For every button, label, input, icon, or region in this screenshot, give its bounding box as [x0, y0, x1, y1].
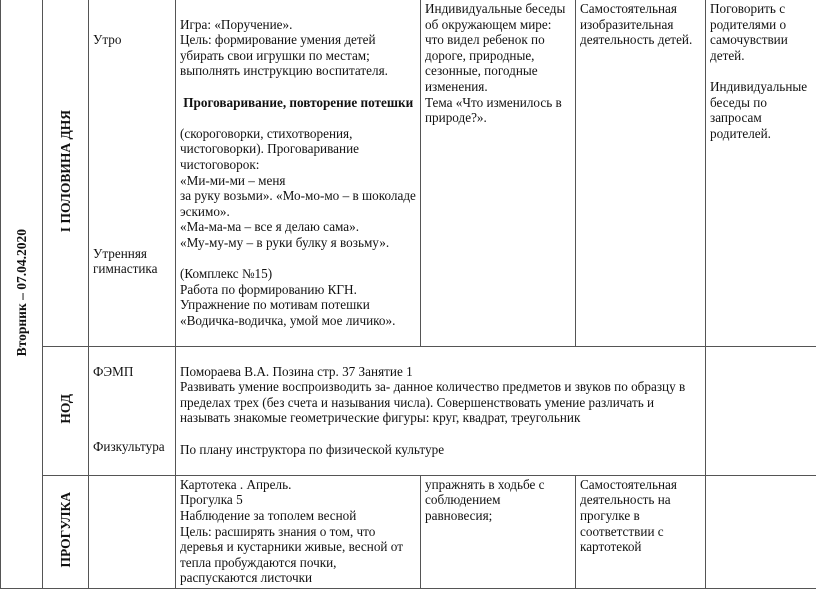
pe-label: Физкультура — [93, 439, 171, 455]
row-first-half — [1, 0, 816, 347]
row1-independent: Самостоятельная изобразительная деятельность детей. — [576, 0, 706, 347]
row3-main-content: Картотека . Апрель. Прогулка 5 Наблюдение за тополем весной Цель: расширять знания о том, что деревья и кустарники живые, весной от тепла пробуждаются почки, распускаются листочки — [176, 475, 421, 588]
day-label: Вторник – 07.04.2020 — [14, 229, 30, 356]
row1-main-content — [176, 0, 421, 347]
row2-content — [176, 347, 706, 476]
gym-label: Утренняя гимнастика — [93, 246, 171, 277]
section-walk-label: ПРОГУЛКА — [58, 492, 74, 567]
section-walk — [43, 475, 89, 588]
section-nod — [43, 347, 89, 476]
row3-individual: упражнять в ходьбе с соблюдением равновесия; — [421, 475, 576, 588]
pe-text: По плану инструктора по физической культуре — [180, 442, 701, 458]
femp-text: Помораева В.А. Позина стр. 37 Занятие 1 Развивать умение воспроизводить за- данное количество предметов и звуков по образцу в пределах трех (без счета и называния числа). Совершенствовать умение различать и называть знакомые геометрические фигуры: круг, квадрат, треугольник — [180, 364, 701, 426]
femp-label: ФЭМП — [93, 364, 171, 380]
section-first-half-label: I ПОЛОВИНА ДНЯ — [58, 110, 74, 232]
section-nod-label: НОД — [58, 394, 74, 424]
row2-activity-type — [89, 347, 176, 476]
row1-activity-type — [89, 0, 176, 347]
row3-independent: Самостоятельная деятельность на прогулке в соответствии с картотекой — [576, 475, 706, 588]
row3-activity-type — [89, 475, 176, 588]
section-first-half — [43, 0, 89, 347]
row1-individual: Индивидуальные беседы об окружающем мире: что видел ребенок по дороге, природные, сезонные, погодные изменения. Тема «Что изменилось в природе?». — [421, 0, 576, 347]
day-cell — [1, 0, 43, 588]
game-text: Игра: «Поручение». Цель: формирование умения детей убирать свои игрушки по местам; выполнять инструкцию воспитателя. — [180, 17, 416, 79]
row2-parents — [706, 347, 816, 476]
row3-parents — [706, 475, 816, 588]
row1-parents: Поговорить с родителями о самочувствии детей. Индивидуальные беседы по запросам родителей. — [706, 0, 816, 347]
row-walk — [1, 475, 816, 588]
morning-label: Утро — [93, 32, 171, 48]
pronunciation-text: (скороговорки, стихотворения, чистоговорки). Проговаривание чистоговорок: «Ми-ми-ми – меня за руку возьми». «Мо-мо-мо – в шоколаде эскимо». «Ма-ма-ма – все я делаю сама». «Му-му-му – в руки булку я возьму». (Комплекс №15) Работа по формированию КГН. Упражнение по мотивам потешки «Водичка-водичка, умой мое личико». — [180, 126, 416, 329]
pronunciation-heading: Проговаривание, повторение потешки — [180, 95, 416, 111]
row-nod — [1, 347, 816, 476]
